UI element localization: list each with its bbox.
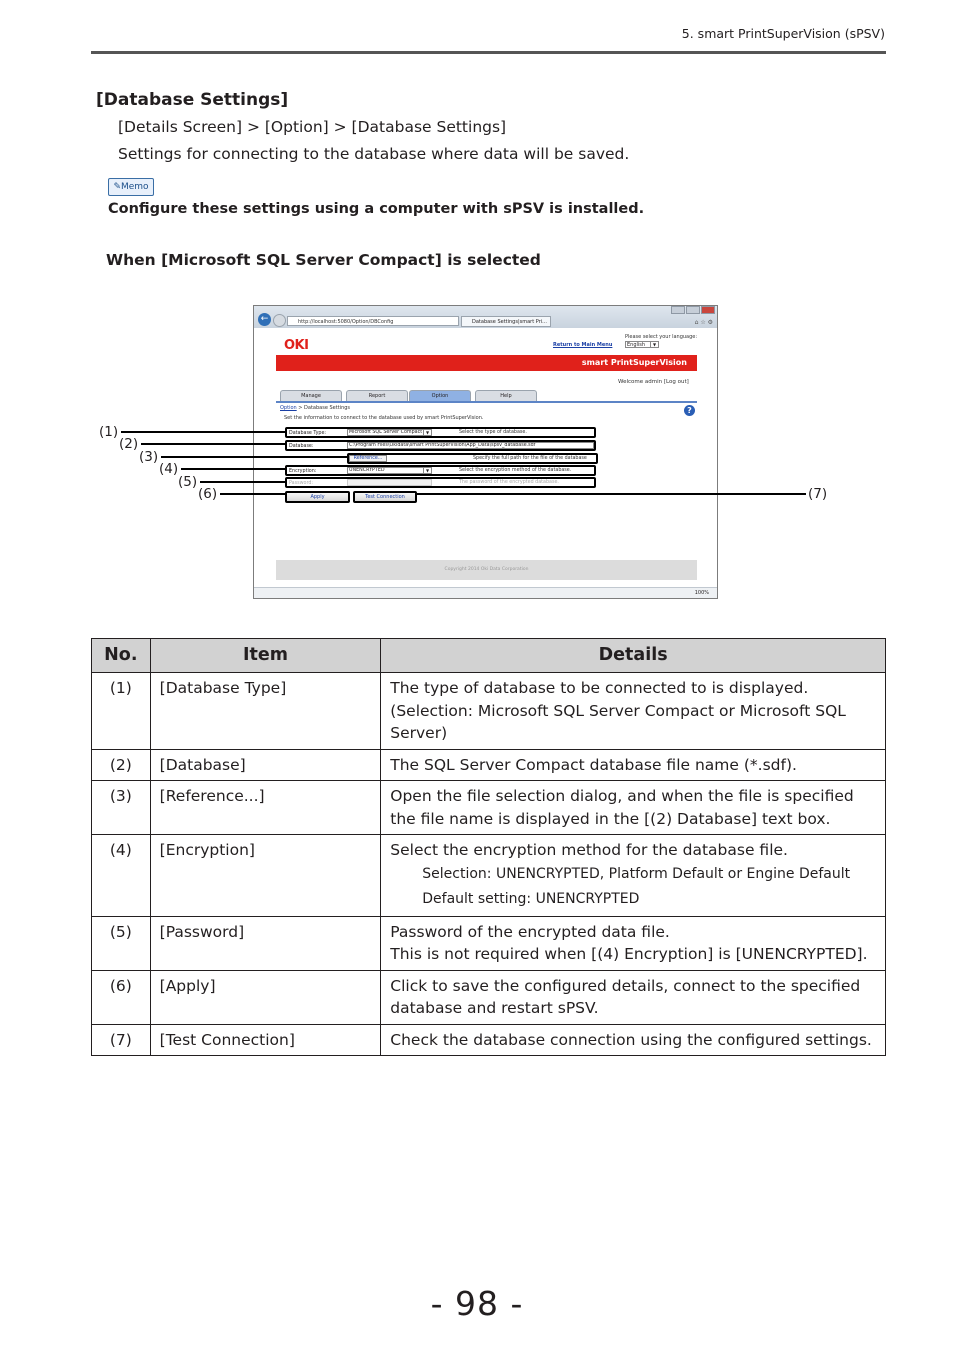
table-row [92,916,886,970]
callout-5: (5) [178,474,198,490]
row-no: (2) [92,749,151,781]
pencil-icon: ✎ [113,182,121,192]
table-header-row [92,639,886,673]
database-input[interactable]: C:\Program Files\Okidata\smart PrintSuperVision\App_Data\spsv_database.sdf [347,442,594,449]
header-details: Details [381,639,886,673]
row-no: (3) [92,781,151,835]
tab-option[interactable]: Option [409,390,471,401]
settings-table [91,638,886,1056]
test-connection-button[interactable]: Test Connection [353,491,417,503]
row-item: [Database Type] [150,673,381,750]
row-details: Open the file selection dialog, and when the file is specified the file name is displayed in the [(2) Database] text box. [381,781,886,835]
back-arrow-icon[interactable]: ← [258,313,271,326]
password-label: Password: [289,481,314,486]
row-no: (5) [92,916,151,970]
callout-1: (1) [99,424,119,440]
apply-button[interactable]: Apply [285,491,350,503]
tab-report[interactable]: Report [346,390,408,401]
header-item: Item [150,639,381,673]
database-type-label: Database Type: [289,431,327,436]
zoom-level[interactable]: 100% [694,590,709,596]
reference-note: Specify the full path for the file of the database [473,456,587,461]
callout-7: (7) [808,486,828,502]
oki-logo: OKI [284,338,309,353]
row-details: The SQL Server Compact database file name (*.sdf). [381,749,886,781]
row-details-note: This is not required when [(4) Encryption] is [UNENCRYPTED]. [390,945,868,963]
row-details: Check the database connection using the configured settings. [381,1024,886,1056]
row-details-main: Password of the encrypted data file. [390,922,670,941]
row-details: Click to save the configured details, connect to the specified database and restart sPSV. [381,970,886,1024]
page-footer: Copyright 2014 Oki Data Corporation [276,560,697,580]
row-no: (4) [92,835,151,917]
callout-2: (2) [119,436,139,452]
tab-help[interactable]: Help [475,390,537,401]
table-row [92,781,886,835]
case-heading: When [Microsoft SQL Server Compact] is selected [106,251,541,269]
table-row [92,1024,886,1056]
section-description: Settings for connecting to the database where data will be saved. [118,145,630,163]
reference-button[interactable]: Reference... [349,455,387,462]
address-bar[interactable]: http://localhost:5080/Option/DBConfig [287,316,459,326]
return-to-main-link[interactable]: Return to Main Menu [553,342,613,348]
section-title: [Database Settings] [96,90,289,110]
row-details-selection: Selection: UNENCRYPTED, Platform Default or Engine Default [422,865,851,882]
toolbar-icons[interactable]: ⌂ ☆ ⚙ [694,319,713,326]
callout-lines [0,0,954,620]
callout-3: (3) [139,449,159,465]
callout-6: (6) [198,486,218,502]
welcome-text: Welcome admin [Log out] [618,379,689,385]
row-details-default: Default setting: UNENCRYPTED [422,890,640,907]
row-no: (7) [92,1024,151,1056]
row-details [381,916,886,970]
memo-text: Configure these settings using a computer with sPSV is installed. [108,201,645,217]
table-row [92,749,886,781]
navigation-path: [Details Screen] > [Option] > [Database Settings] [118,118,507,136]
row-details: The type of database to be connected to is displayed. (Selection: Microsoft SQL Server Compact or Microsoft SQL Server) [381,673,886,750]
row-no: (6) [92,970,151,1024]
row-item: [Database] [150,749,381,781]
breadcrumb-current: > Database Settings [298,405,351,411]
chapter-header: 5. smart PrintSuperVision (sPSV) [681,26,885,41]
encryption-label: Encryption: [289,469,317,474]
encryption-note: Select the encryption method of the database. [459,468,572,473]
dropdown-arrow-icon: ▼ [423,430,431,435]
encryption-value: UNENCRYPTED [349,468,385,473]
database-type-note: Select the type of database. [459,430,527,435]
breadcrumb-option-link[interactable]: Option [280,405,297,411]
memo-label: Memo [120,182,149,192]
help-icon[interactable]: ? [684,405,695,416]
callout-4: (4) [159,461,179,477]
row-item: [Password] [150,916,381,970]
row-item: [Reference...] [150,781,381,835]
database-type-value: Microsoft SQL Server Compact [349,430,423,435]
table-row [92,835,886,917]
row-no: (1) [92,673,151,750]
table-row [92,970,886,1024]
browser-tab[interactable]: Database Settings|smart Pri... [461,316,551,327]
database-label: Database: [289,444,314,449]
tab-manage[interactable]: Manage [280,390,342,401]
row-item: [Encryption] [150,835,381,917]
row-item: [Test Connection] [150,1024,381,1056]
brand-text: smart PrintSuperVision [581,358,687,367]
row-item: [Apply] [150,970,381,1024]
settings-description: Set the information to connect to the database used by smart PrintSuperVision. [284,415,484,421]
dropdown-arrow-icon: ▼ [423,468,431,473]
dropdown-arrow-icon: ▼ [650,342,658,347]
language-value: English [627,342,646,348]
password-note: The password of the encrypted database. [459,480,559,485]
row-details [381,835,886,917]
page-number: - 98 - [430,1284,524,1323]
header-no: No. [92,639,151,673]
table-row [92,673,886,750]
language-label: Please select your language: [625,334,698,340]
row-details-main: Select the encryption method for the database file. [390,841,788,859]
